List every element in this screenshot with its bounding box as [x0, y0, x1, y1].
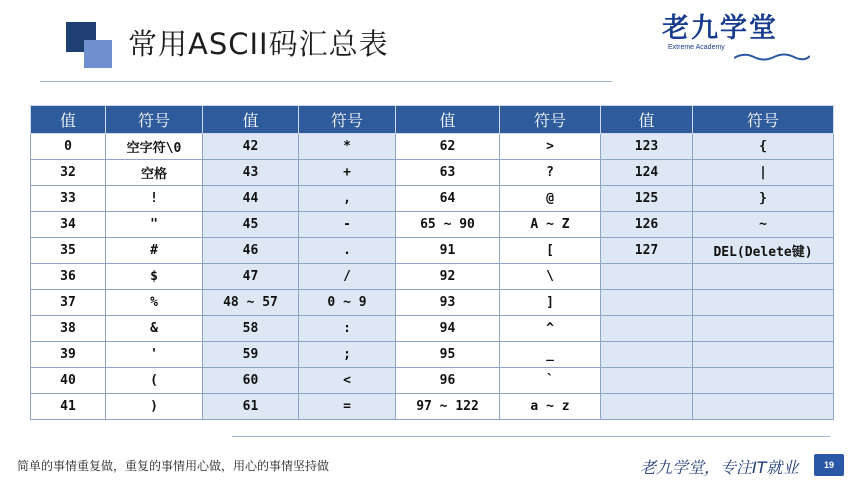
cell-value: 36	[31, 264, 106, 290]
cell-value: 125	[601, 186, 693, 212]
cell-value: 46	[203, 238, 299, 264]
header-symbol: 符号	[500, 106, 601, 134]
table-row	[31, 394, 834, 420]
cell-value: 33	[31, 186, 106, 212]
cell-value: 0	[31, 134, 106, 160]
cell-value: 63	[396, 160, 500, 186]
cell-symbol: -	[299, 212, 396, 238]
cell-value: 41	[31, 394, 106, 420]
table-row	[31, 160, 834, 186]
cell-symbol	[693, 368, 834, 394]
cell-symbol: \	[500, 264, 601, 290]
footer-motto: 简单的事情重复做，重复的事情用心做，用心的事情坚持做	[17, 459, 330, 473]
cell-symbol: _	[500, 342, 601, 368]
table-row	[31, 134, 834, 160]
cell-symbol: /	[299, 264, 396, 290]
table-row	[31, 290, 834, 316]
cell-value: 47	[203, 264, 299, 290]
cell-symbol: .	[299, 238, 396, 264]
cell-symbol: =	[299, 394, 396, 420]
cell-value	[601, 316, 693, 342]
cell-value	[601, 394, 693, 420]
cell-symbol: %	[106, 290, 203, 316]
cell-value: 35	[31, 238, 106, 264]
cell-value: 92	[396, 264, 500, 290]
brand-subtitle: Extreme Academy	[668, 44, 725, 51]
cell-symbol: 空字符\0	[106, 134, 203, 160]
cell-symbol: A ~ Z	[500, 212, 601, 238]
cell-value: 61	[203, 394, 299, 420]
cell-value: 32	[31, 160, 106, 186]
cell-symbol: <	[299, 368, 396, 394]
footer-slogan: 老九学堂，专注IT就业	[640, 458, 799, 477]
cell-value: 42	[203, 134, 299, 160]
table-header-row	[31, 106, 834, 134]
header-symbol: 符号	[106, 106, 203, 134]
cell-value	[601, 264, 693, 290]
cell-symbol: ~	[693, 212, 834, 238]
cell-value: 96	[396, 368, 500, 394]
cell-symbol	[693, 290, 834, 316]
cell-value: 93	[396, 290, 500, 316]
cell-value: 123	[601, 134, 693, 160]
cell-symbol: !	[106, 186, 203, 212]
table-row	[31, 212, 834, 238]
title-decoration-square-accent	[84, 40, 112, 68]
ascii-table	[30, 105, 834, 420]
cell-symbol: *	[299, 134, 396, 160]
cell-value: 58	[203, 316, 299, 342]
cell-value: 45	[203, 212, 299, 238]
wave-icon	[734, 52, 810, 62]
cell-symbol	[693, 342, 834, 368]
cell-symbol	[693, 264, 834, 290]
cell-value: 97 ~ 122	[396, 394, 500, 420]
cell-value: 43	[203, 160, 299, 186]
table-row	[31, 342, 834, 368]
cell-symbol: )	[106, 394, 203, 420]
cell-value: 124	[601, 160, 693, 186]
table-row	[31, 264, 834, 290]
cell-value: 34	[31, 212, 106, 238]
cell-symbol: [	[500, 238, 601, 264]
cell-symbol: ]	[500, 290, 601, 316]
cell-symbol: |	[693, 160, 834, 186]
title-divider	[40, 81, 612, 82]
cell-value: 127	[601, 238, 693, 264]
cell-symbol: >	[500, 134, 601, 160]
cell-symbol: :	[299, 316, 396, 342]
footer-divider	[232, 436, 830, 437]
cell-value: 91	[396, 238, 500, 264]
cell-symbol: 0 ~ 9	[299, 290, 396, 316]
cell-value: 62	[396, 134, 500, 160]
cell-value: 38	[31, 316, 106, 342]
cell-symbol: '	[106, 342, 203, 368]
cell-symbol: ,	[299, 186, 396, 212]
header-value: 值	[203, 106, 299, 134]
brand-logo	[662, 14, 812, 66]
cell-symbol	[693, 394, 834, 420]
cell-symbol: &	[106, 316, 203, 342]
cell-symbol: @	[500, 186, 601, 212]
header-value: 值	[396, 106, 500, 134]
cell-symbol: (	[106, 368, 203, 394]
brand-name: 老九学堂	[662, 13, 778, 44]
page-number-badge: 19	[814, 454, 844, 476]
cell-symbol: #	[106, 238, 203, 264]
cell-value	[601, 368, 693, 394]
cell-value: 65 ~ 90	[396, 212, 500, 238]
cell-value: 60	[203, 368, 299, 394]
cell-symbol: a ~ z	[500, 394, 601, 420]
table-row	[31, 186, 834, 212]
cell-symbol: DEL(Delete键)	[693, 238, 834, 264]
cell-value: 48 ~ 57	[203, 290, 299, 316]
cell-value: 59	[203, 342, 299, 368]
header-symbol: 符号	[299, 106, 396, 134]
table-row	[31, 238, 834, 264]
cell-value: 64	[396, 186, 500, 212]
page-title: 常用ASCII码汇总表	[128, 27, 389, 61]
cell-symbol: ;	[299, 342, 396, 368]
cell-value: 37	[31, 290, 106, 316]
table-row	[31, 368, 834, 394]
cell-value	[601, 290, 693, 316]
cell-symbol: 空格	[106, 160, 203, 186]
header-symbol: 符号	[693, 106, 834, 134]
cell-symbol: $	[106, 264, 203, 290]
cell-value: 126	[601, 212, 693, 238]
cell-symbol: +	[299, 160, 396, 186]
header-value: 值	[601, 106, 693, 134]
cell-value	[601, 342, 693, 368]
cell-symbol: ?	[500, 160, 601, 186]
cell-symbol: ^	[500, 316, 601, 342]
cell-symbol: {	[693, 134, 834, 160]
cell-value: 94	[396, 316, 500, 342]
cell-value: 95	[396, 342, 500, 368]
cell-value: 44	[203, 186, 299, 212]
table-row	[31, 316, 834, 342]
cell-value: 39	[31, 342, 106, 368]
cell-symbol: "	[106, 212, 203, 238]
cell-symbol: }	[693, 186, 834, 212]
cell-value: 40	[31, 368, 106, 394]
header-value: 值	[31, 106, 106, 134]
cell-symbol: `	[500, 368, 601, 394]
cell-symbol	[693, 316, 834, 342]
